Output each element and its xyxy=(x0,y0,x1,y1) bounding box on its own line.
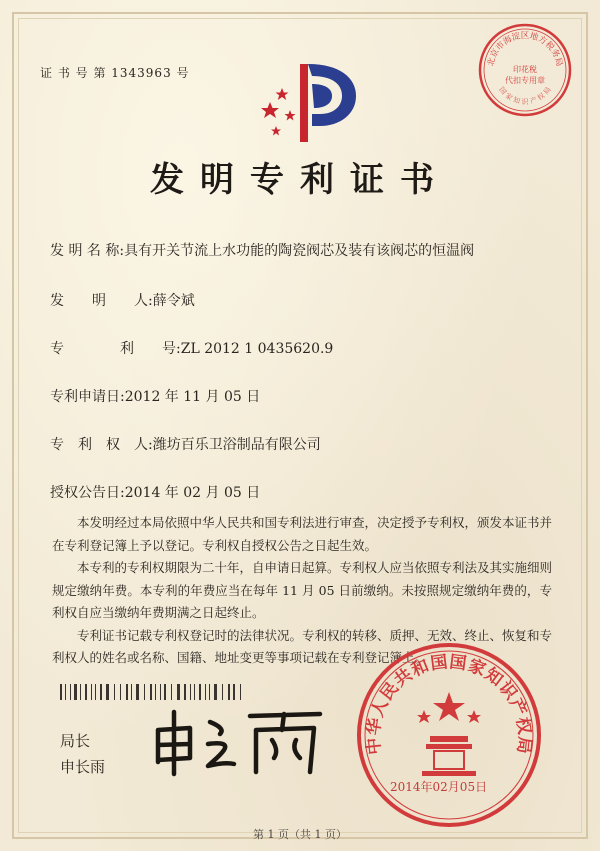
filing-date-row xyxy=(50,386,260,406)
barcode-gap xyxy=(157,684,159,700)
svg-text:印花税: 印花税 xyxy=(513,65,537,74)
barcode-bar xyxy=(240,684,241,700)
barcode-bar xyxy=(177,684,180,700)
barcode-bar xyxy=(164,684,166,700)
invention-name-row xyxy=(50,240,474,260)
body-paragraph: 本专利的专利权期限为二十年，自申请日起算。专利权人应当依照专利法及其实施细则规定缴纳年费。本专利的年费应当在每年 11 月 05 日前缴纳。未按照规定缴纳年费的，专利权自应当缴纳年费期满之日起终止。 xyxy=(52,560,553,620)
barcode-gap xyxy=(133,684,135,700)
invention-name-value: 具有开关节流上水功能的陶瓷阀芯及装有该阀芯的恒温阀 xyxy=(124,243,475,259)
barcode-gap xyxy=(173,684,176,700)
patentee-label: 专 利 权 人: xyxy=(50,437,153,453)
barcode-gap xyxy=(88,684,90,700)
barcode-gap xyxy=(140,684,143,700)
svg-text:国 家 知 识 产 权 局: 国 家 知 识 产 权 局 xyxy=(497,85,553,106)
svg-text:代扣专用章: 代扣专用章 xyxy=(505,76,545,85)
barcode-bar xyxy=(160,684,161,700)
barcode-bar xyxy=(171,684,172,700)
page-footer: 第 1 页（共 1 页） xyxy=(253,828,347,841)
barcode-bar xyxy=(214,684,217,700)
patent-no-row xyxy=(50,338,333,358)
barcode-gap xyxy=(202,684,204,700)
barcode-bar xyxy=(205,684,206,700)
barcode-bar xyxy=(65,684,66,700)
grant-date-row xyxy=(50,482,260,502)
barcode-gap xyxy=(60,703,63,719)
barcode-bar xyxy=(190,684,191,700)
barcode-bar xyxy=(60,684,62,700)
barcode-gap xyxy=(224,684,227,700)
barcode-gap xyxy=(211,684,213,700)
patent-office-logo-icon xyxy=(248,56,368,148)
barcode-gap xyxy=(129,684,130,700)
barcode-gap xyxy=(82,684,84,700)
barcode-gap xyxy=(72,684,73,700)
national-ip-office-seal-icon xyxy=(354,640,544,830)
svg-text:北京市海淀区地方税务局: 北京市海淀区地方税务局 xyxy=(486,31,564,68)
barcode-gap xyxy=(207,684,208,700)
barcode-bar xyxy=(95,684,96,700)
barcode-bar xyxy=(222,684,223,700)
barcode-gap xyxy=(103,684,105,700)
barcode-gap xyxy=(181,684,183,700)
barcode-bar xyxy=(184,684,186,700)
stamp-duty-seal-icon xyxy=(475,20,575,120)
barcode-gap xyxy=(196,684,198,700)
barcode-gap xyxy=(97,684,99,700)
barcode-gap xyxy=(167,684,170,700)
barcode-bar xyxy=(80,684,81,700)
barcode-bar xyxy=(70,684,71,700)
barcode-bar xyxy=(120,684,121,700)
barcode-bar xyxy=(106,684,109,700)
director-name: 申长雨 xyxy=(60,758,106,776)
barcode-gap xyxy=(162,684,163,700)
svg-text:中华人民共和国国家知识产权局: 中华人民共和国国家知识产权局 xyxy=(363,652,535,756)
barcode-bar xyxy=(126,684,128,700)
certificate-number: 证 书 号 第 1343963 号 xyxy=(40,66,190,80)
barcode-bar xyxy=(100,684,102,700)
barcode-gap xyxy=(236,684,239,700)
inventor-label: 发 明 人: xyxy=(50,293,153,309)
barcode-gap xyxy=(192,684,193,700)
director-signature-icon xyxy=(150,700,330,780)
grant-date-label: 授权公告日: xyxy=(50,485,125,501)
barcode-gap xyxy=(187,684,189,700)
barcode-bar xyxy=(150,684,152,700)
body-paragraph: 专利证书记载专利权登记时的法律状况。专利权的转移、质押、无效、终止、恢复和专利权人的姓名或名称、国籍、地址变更等事项记载在专利登记簿上。 xyxy=(52,627,553,665)
barcode-gap xyxy=(146,684,149,700)
barcode-gap xyxy=(153,684,154,700)
barcode-bar xyxy=(155,684,156,700)
director-title: 局长 xyxy=(60,732,91,750)
barcode-bar xyxy=(85,684,87,700)
patentee-row xyxy=(50,434,321,454)
barcode-bar xyxy=(209,684,210,700)
patentee-value: 潍坊百乐卫浴制品有限公司 xyxy=(152,437,321,453)
barcode-bar xyxy=(228,684,230,700)
inventor-value: 薛令斌 xyxy=(152,293,195,309)
barcode-gap xyxy=(116,684,119,700)
barcode-gap xyxy=(63,684,64,700)
barcode-bar xyxy=(144,684,145,700)
barcode-bar xyxy=(114,684,115,700)
barcode-gap xyxy=(122,684,125,700)
patent-no-label: 专 利 号: xyxy=(50,341,181,357)
barcode xyxy=(60,684,245,700)
barcode-gap xyxy=(93,684,94,700)
barcode-bar xyxy=(199,684,201,700)
barcode-bar xyxy=(91,684,92,700)
filing-date-value: 2012 年 11 月 05 日 xyxy=(124,389,261,405)
invention-name-label: 发 明 名 称: xyxy=(50,243,125,259)
barcode-gap xyxy=(67,684,69,700)
barcode-gap xyxy=(78,684,79,700)
barcode-bar xyxy=(233,684,235,700)
grant-date-value: 2014 年 02 月 05 日 xyxy=(124,485,261,501)
body-paragraph: 本发明经过本局依照中华人民共和国专利法进行审查，决定授予专利权，颁发本证书并在专利登记簿上予以登记。专利权自授权公告之日起生效。 xyxy=(52,515,553,553)
barcode-bar xyxy=(194,684,195,700)
barcode-bar xyxy=(131,684,132,700)
barcode-bar xyxy=(74,684,77,700)
barcode-bar xyxy=(136,684,139,700)
filing-date-label: 专利申请日: xyxy=(50,389,125,405)
barcode-gap xyxy=(218,684,221,700)
seal-date: 2014年02月05日 xyxy=(390,780,488,794)
certificate-title: 发明专利证书 xyxy=(150,160,450,200)
patent-no-value: ZL 2012 1 0435620.9 xyxy=(180,341,334,357)
inventor-row xyxy=(50,290,195,310)
barcode-gap xyxy=(110,684,113,700)
barcode-gap xyxy=(231,684,232,700)
